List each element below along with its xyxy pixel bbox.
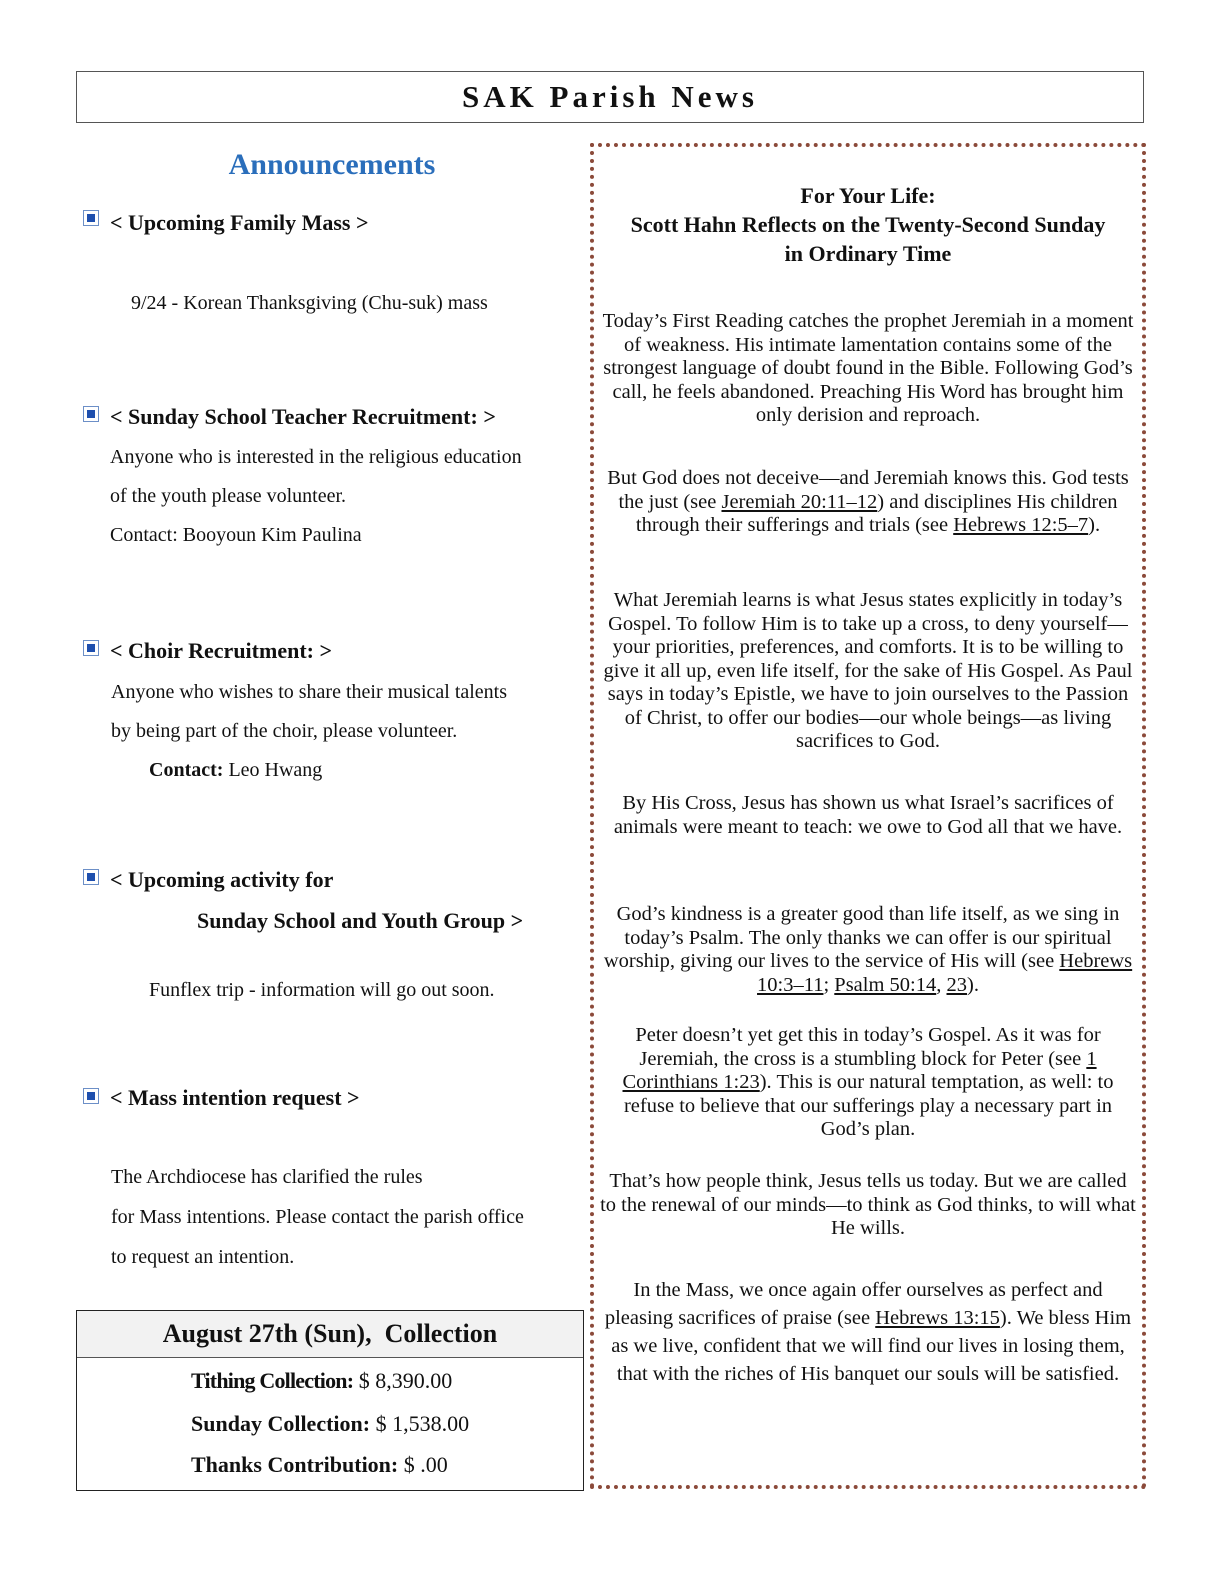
mass-intention-text-line: The Archdiocese has clarified the rules [111,1166,423,1188]
article-paragraph: What Jeremiah learns is what Jesus states explicitly in today’s Gospel. To follow Him is to take up a cross, to deny yourself—your priorities, preferences, and comforts. It is to be willing to give it all up, even life itself, for the sake of His Gospel. As Paul says in today’s Epistle, we have to join ourselves to the Passion of Christ, to offer our bodies—our whole beings—as living sacrifices to God. [603,589,1133,752]
activity-heading-line1: < Upcoming activity for [110,867,334,892]
family-mass-text: 9/24 - Korean Thanksgiving (Chu-suk) mass [131,292,488,314]
article-title-line: in Ordinary Time [784,241,952,266]
article-column [590,143,1146,1489]
scripture-link[interactable]: 1 Corinthians 1:23 [622,1047,1097,1093]
mass-intention-text-line: to request an intention. [111,1246,295,1268]
paragraph-text: God’s kindness is a greater good than life itself, as we sing in today’s Psalm. The only thanks we can offer is our spiritual worship, giving our lives to the service of His will (see [603,903,1120,972]
article-title-line: Scott Hahn Reflects on the Twenty-Second Sunday [630,212,1106,237]
checkbox-bullet-icon [83,210,99,226]
article-paragraph [600,1024,1136,1142]
tithing-collection [191,1368,452,1394]
paragraph-text: , [936,973,947,996]
tithing-label: Tithing Collection: [191,1368,354,1393]
thanks-value: $ .00 [398,1452,448,1477]
mass-intention-text-line: for Mass intentions. Please contact the parish office [111,1206,524,1228]
sunday-label: Sunday Collection: [191,1411,371,1436]
scripture-link[interactable]: Hebrews 13:15 [875,1307,1000,1329]
teacher-recruitment-heading: < Sunday School Teacher Recruitment: > [110,404,496,429]
mass-intention-heading: < Mass intention request > [110,1085,360,1110]
announcements-heading: Announcements [228,148,436,181]
thanks-contribution [191,1452,448,1478]
article-paragraph [600,903,1136,997]
article-title [594,181,1142,268]
article-paragraph: By His Cross, Jesus has shown us what Israel’s sacrifices of animals were meant to teach: we owe to God all that we have. [613,792,1123,838]
article-paragraph: That’s how people think, Jesus tells us today. But we are called to the renewal of our minds—to think as God thinks, to will what He wills. [600,1170,1136,1239]
choir-recruitment-heading: < Choir Recruitment: > [110,638,333,663]
collection-box [76,1310,584,1491]
scripture-link[interactable]: Hebrews 12:5–7 [953,514,1089,536]
teacher-text-line: of the youth please volunteer. [110,485,347,507]
collection-heading: August 27th (Sun), Collection [77,1311,583,1358]
article-paragraph [600,467,1136,538]
checkbox-bullet-icon [83,640,99,656]
scripture-link[interactable]: 23 [946,973,967,996]
paragraph-text: In the Mass, we once again offer ourselves as perfect and pleasing sacrifices of praise (see [604,1279,1103,1329]
paragraph-text: But God does not deceive—and Jeremiah knows this. God tests the just (see [607,467,1129,513]
paragraph-text: ). [1088,514,1101,536]
contact-label: Contact: [149,759,224,781]
article-title-line: For Your Life: [800,183,936,208]
choir-contact [149,759,322,782]
checkbox-bullet-icon [83,406,99,422]
paragraph-text: Peter doesn’t yet get this in today’s Gospel. As it was for Jeremiah, the cross is a stumbling block for Peter (see [635,1024,1101,1070]
thanks-label: Thanks Contribution: [191,1452,399,1477]
scripture-link[interactable]: Hebrews 10:3–11 [757,950,1133,996]
family-mass-heading: < Upcoming Family Mass > [110,210,369,235]
paragraph-text: ). We bless Him as we live, confident that we will find our lives in losing them, that with the riches of His banquet our souls will be satisfied. [611,1307,1132,1385]
sunday-collection [191,1411,469,1437]
choir-text-line: by being part of the choir, please volunteer. [111,720,458,742]
activity-text: Funflex trip - information will go out soon. [149,979,495,1001]
article-paragraph: Today’s First Reading catches the prophet Jeremiah in a moment of weakness. His intimate lamentation contains some of the strongest language of doubt found in the Bible. Following God’s call, he feels abandoned. Preaching His Word has brought him only derision and reproach. [602,310,1134,426]
checkbox-bullet-icon [83,869,99,885]
paragraph-text: ). [967,973,979,996]
sunday-value: $ 1,538.00 [370,1411,470,1436]
newsletter-title: SAK Parish News [76,71,1144,123]
activity-heading-line2: Sunday School and Youth Group > [197,908,524,933]
paragraph-text: ) and disciplines His children through their sufferings and trials (see [635,490,1118,536]
article-paragraph [600,1276,1136,1388]
contact-name: Leo Hwang [223,759,323,781]
checkbox-bullet-icon [83,1088,99,1104]
paragraph-text: ). This is our natural temptation, as well: to refuse to believe that our sufferings play a necessary part in God’s plan. [623,1071,1114,1140]
tithing-value: $ 8,390.00 [353,1368,453,1393]
choir-text-line: Anyone who wishes to share their musical talents [111,681,508,703]
scripture-link[interactable]: Jeremiah 20:11–12 [721,490,878,513]
scripture-link[interactable]: Psalm 50:14 [834,973,937,996]
paragraph-text: ; [823,973,835,996]
teacher-text-line: Anyone who is interested in the religious education [110,446,522,468]
teacher-contact: Contact: Booyoun Kim Paulina [110,524,362,546]
